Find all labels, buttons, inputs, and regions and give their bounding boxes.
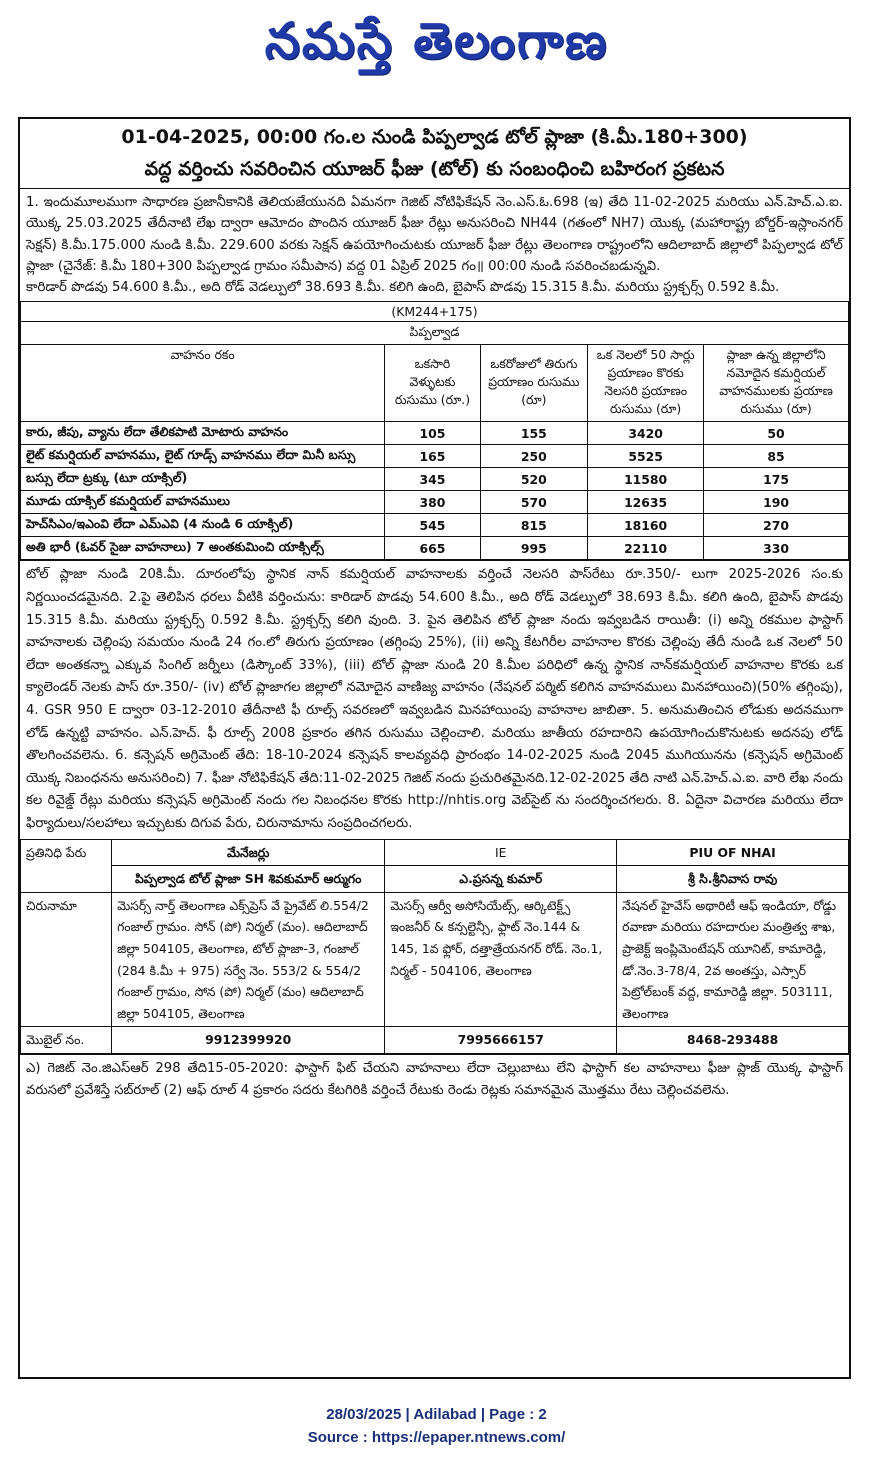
vehicle-type-cell: బస్సు లేదా ట్రక్కు (టూ యాక్సిల్) — [21, 468, 385, 491]
ie-address: మెసర్స్ ఆర్వీ అసోసియేట్స్, ఆర్కిటెక్ట్స్ ఇంజనీర్ & కన్సల్టెన్సీ, ఫ్లాట్ నెం.144 & 145, 1వ ఫ్లోర్, దత్తాత్రేయనగర్ రోడ్. నెం.1, నిర్మల్ - 504106, తెలంగాణ — [385, 892, 617, 1027]
single-fee-cell: 665 — [385, 537, 480, 560]
corridor-text: కారిడార్ పొడవు 54.600 కి.మీ., అది రోడ్ వెడల్పులో 38.693 కి.మీ. కలిగి ఉంది, బైపాస్ పొడవు 15.315 కి.మీ. మరియు స్ట్రక్చర్స్ 0.592 కి.మీ. — [26, 280, 780, 296]
return-fee-cell: 815 — [480, 514, 588, 537]
contacts-address-row — [21, 892, 849, 1027]
notice-title-line2: వద్ద వర్తించు సవరించిన యూజర్ ఫీజు (టోల్) కు సంబంధించి బహిరంగ ప్రకటన — [144, 158, 725, 180]
piu-title: PIU OF NHAI — [617, 839, 849, 866]
contacts-name-row — [21, 866, 849, 893]
table-row — [21, 468, 849, 491]
notice-title-line1: 01-04-2025, 00:00 గం.ల నుండి పిప్పల్వాడ టోల్ ప్లాజా (కి.మీ.180+300) — [121, 126, 748, 148]
manager-title: మేనేజర్లు — [112, 839, 385, 866]
single-fee-cell: 345 — [385, 468, 480, 491]
single-fee-cell: 545 — [385, 514, 480, 537]
table-row — [21, 491, 849, 514]
vehicle-type-cell: కారు, జీపు, వ్యాను లేదా తేలికపాటి మోటారు వాహనం — [21, 422, 385, 445]
return-fee-cell: 995 — [480, 537, 588, 560]
table-row — [21, 514, 849, 537]
vehicle-type-cell: హెచ్‌సిఎం/ఇఎంవి లేదా ఎమ్ఎవి (4 నుండి 6 యాక్సిల్) — [21, 514, 385, 537]
local-fee-cell: 175 — [704, 468, 849, 491]
piu-address: నేషనల్ హైవేస్ అథారిటీ ఆఫ్ ఇండియా, రోడ్డు రవాణా మరియు రహదారుల మంత్రిత్వ శాఖ, ప్రాజెక్ట్ ఇంప్లిమెంటేషన్ యూనిట్, కామారెడ్డి, డో.నెం.3-78/4, 2వ అంతస్తు, ఎస్సార్ పెట్రోల్‌బంక్ వద్ద, కామారెడ్డి జిల్లా. 503111, తెలంగాణ — [617, 892, 849, 1027]
monthly-fee-cell: 12635 — [588, 491, 704, 514]
monthly-fee-cell: 18160 — [588, 514, 704, 537]
header-local-commercial: ప్లాజా ఉన్న జిల్లాలోని నమోదైన కమర్షియల్ వాహనములకు ప్రయాణ రుసుము (రూ) — [704, 345, 849, 422]
piu-mobile: 8468-293488 — [617, 1027, 849, 1054]
vehicle-type-cell: అతి భారీ (ఓవర్ సైజు వాహనాలు) 7 అంతకుమించి యాక్సిల్స్ — [21, 537, 385, 560]
local-fee-cell: 270 — [704, 514, 849, 537]
masthead-title: నమస్తే తెలంగాణ — [264, 11, 609, 70]
table-km-row — [21, 302, 849, 322]
address-label: చిరునామా — [21, 892, 112, 1027]
manager-name: పిప్పల్వాడ టోల్ ప్లాజా SH శివకుమార్ ఆర్ముగం — [112, 866, 385, 893]
page-source-line[interactable]: Source : https://epaper.ntnews.com/ — [307, 1429, 566, 1446]
piu-name: శ్రీ సి.శ్రీనివాస రావు — [617, 866, 849, 893]
contacts-mobile-row — [21, 1027, 849, 1054]
manager-mobile: 9912399920 — [112, 1027, 385, 1054]
page-date-line: 28/03/2025 | Adilabad | Page : 2 — [326, 1406, 547, 1423]
contacts-table — [20, 839, 849, 1054]
header-single-journey: ఒకసారి వెళ్ళుటకు రుసుము (రూ.) — [385, 345, 480, 422]
return-fee-cell: 155 — [480, 422, 588, 445]
toll-rate-table — [20, 301, 849, 560]
manager-address: మెసర్స్ నార్త్ తెలంగాణ ఎక్స్‌ప్రెస్ వే ప్రైవేట్ లి.554/2 గంజాల్ గ్రామం. సోన్ (పో) నిర్మల్ (మం). ఆదిలాబాద్ జిల్లా 504105, తెలంగాణ, టోల్ ప్లాజా-3, గంజాల్ (284 కి.మీ + 975) సర్వే నెం. 553/2 & 554/2 గంజాల్ గ్రామం, సోన (పో) నిర్మల్ (మం) ఆదిలాబాద్ జిల్లా 504105, తెలంగాణ — [112, 892, 385, 1027]
single-fee-cell: 165 — [385, 445, 480, 468]
contacts-title-row — [21, 839, 849, 866]
plaza-name: పిప్పల్వాడ — [21, 322, 849, 345]
monthly-fee-cell: 3420 — [588, 422, 704, 445]
table-plaza-row — [21, 322, 849, 345]
local-fee-cell: 85 — [704, 445, 849, 468]
table-row — [21, 445, 849, 468]
return-fee-cell: 520 — [480, 468, 588, 491]
intro-text: 1. ఇందుమూలముగా సాధారణ ప్రజానీకానికి తెలియజేయునది ఏమనగా గెజిట్ నోటిఫికేషన్ నెం.ఎస్.ఓ.698 (ఇ) తేది 11-02-2025 మరియు ఎన్.హెచ్.ఎ.ఐ. యొక్క 25.03.2025 తేదీనాటి లేఖ ద్వారా ఆమోదం పొందిన యూజర్ ఫీజు రేట్లు అనుసరించి NH44 (గతంలో NH7) యొక్క (మహారాష్ట్ర బోర్డర్-ఇస్లాంనగర్ సెక్షన్) కి.మీ.175.000 నుండి కి.మీ. 229.600 వరకు సెక్షన్ ఉపయోగించుటకు యూజర్ ఫీజు రేట్లు తెలంగాణ రాష్ట్రంలోని ఆదిలాబాద్ జిల్లాలో పిప్పల్వాడ టోల్ ప్లాజా (చైనేజ్: కి.మీ 180+300 పిప్పల్వాడ గ్రామం సమీపాన) వద్ద 01 ఏప్రిల్ 2025 గం॥ 00:00 నుండి సవరించబడున్నవి. — [26, 195, 843, 274]
vehicle-type-cell: లైట్ కమర్షియల్ వాహనము, లైట్ గూడ్స్ వాహనము లేదా మినీ బస్సు — [21, 445, 385, 468]
table-row — [21, 422, 849, 445]
rep-label: ప్రతినిధి పేరు — [21, 839, 112, 892]
table-header-row — [21, 345, 849, 422]
single-fee-cell: 105 — [385, 422, 480, 445]
notice-title — [20, 119, 849, 189]
km-label: (KM244+175) — [21, 302, 849, 322]
ie-name: ఎ.ప్రసన్న కుమార్ — [385, 866, 617, 893]
local-fee-cell: 190 — [704, 491, 849, 514]
mobile-label: మొబైల్ నం. — [21, 1027, 112, 1054]
single-fee-cell: 380 — [385, 491, 480, 514]
intro-paragraph — [20, 189, 849, 301]
header-monthly-pass: ఒక నెలలో 50 సార్లు ప్రయాణం కొరకు నెలసరి ప్రయాణం రుసుము (రూ) — [588, 345, 704, 422]
monthly-fee-cell: 22110 — [588, 537, 704, 560]
vehicle-type-cell: మూడు యాక్సిల్ కమర్షియల్ వాహనములు — [21, 491, 385, 514]
ie-title: IE — [385, 839, 617, 866]
newspaper-masthead — [0, 6, 873, 76]
monthly-fee-cell: 11580 — [588, 468, 704, 491]
details-paragraph: టోల్ ప్లాజా నుండి 20కి.మీ. దూరంలోపు స్థానిక నాన్ కమర్షియల్ వాహనాలకు వర్తించే నెలసరి పాస్‌రేటు రూ.350/- లుగా 2025-2026 సం.కు నిర్ణయించడమైనది. 2.పై తెలిపిన ధరలు వీటికి వర్తించును: కారిడార్ పొడవు 54.600 కి.మీ., అది రోడ్ వెడల్పులో 38.693 కి.మీ. కలిగి ఉంది, బైపాస్ పొడవు 15.315 కి.మీ. మరియు స్ట్రక్చర్స్ 0.592 కి.మీ. స్ట్రక్చర్స్ కలిగి వుంది. 3. పైన తెలిపిన టోల్ ప్లాజా నందు ఇవ్వబడిన రాయితీ: (i) అన్ని రకముల ఫాస్టాగ్ వాహనాలకు చెల్లింపు సమయం నుండి 24 గం.లో తిరుగు ప్రయాణం (తగ్గింపు 25%), (ii) అన్ని కేటగిరీల వాహనాల కొరకు చెల్లింపు తేదీ నుండి ఒక నెలలో 50 లేదా అంతకన్నా ఎక్కువ సింగిల్ జర్నీలు (డిస్కౌంట్ 33%), (iii) టోల్ ప్లాజా నుండి 20 కి.మీల పరిధిలో ఉన్న స్థానిక నాన్‌కమర్షియల్ వాహనాల కొరకు ఒక క్యాలెండర్ నెలకు పాస్ రూ.350/- (iv) టోల్ ప్లాజాగల జిల్లాలో నమోదైన వాణిజ్య వాహనం (నేషనల్ పర్మిట్ కలిగిన వాహనములు మినహాయించి)(50% తగ్గింపు), 4. GSR 950 E ద్వారా 03-12-2010 తేదీనాటి ఫీ రూల్స్ సవరణలో ఇవ్వబడిన మినహాయింపు వాహనాల జాబితా. 5. అనుమతించిన లోడుకు అదనముగా లోడ్ ఉన్నట్టి వాహనం. ఎన్.హెచ్. ఫీ రూల్స్ 2008 ప్రకారం తగిన రుసుము చెల్లించాలి. మరియు జాతీయ రహదారిని ఉపయోగించుకొనుటకు అదనపు లోడ్ తొలగించవలెను. 6. కన్సెషన్ అగ్రిమెంట్ తేది: 18-10-2024 కన్సెషన్ కాలవ్యవధి ప్రారంభం 14-02-2025 నుండి 2045 ముగియునను (కన్సెషన్ అగ్రిమెంట్ యొక్క నిబంధనను అనుసరించి) 7. ఫీజు నోటిఫికేషన్ తేది:11-02-2025 గెజిట్ నందు ప్రచురితమైనది.12-02-2025 తేది నాటి ఎన్.హెచ్.ఎ.ఐ. వారి లేఖ నందు కల రివైజ్డ్ రేట్లు మరియు కన్సెషన్ అగ్రిమెంట్ నందు గల నిబంధనల కొరకు http://nhtis.org వెబ్‌సైట్ ను సందర్శించగలరు. 8. ఏదైనా విచారణ మరియు లేదా ఫిర్యాదులు/సలహాలు ఇచ్చుటకు దిగువ పేరు, చిరునామాను సంప్రదించగలరు. — [20, 560, 849, 838]
ie-mobile: 7995666157 — [385, 1027, 617, 1054]
local-fee-cell: 50 — [704, 422, 849, 445]
return-fee-cell: 570 — [480, 491, 588, 514]
return-fee-cell: 250 — [480, 445, 588, 468]
public-notice — [18, 117, 851, 1379]
header-vehicle-type: వాహనం రకం — [21, 345, 385, 422]
monthly-fee-cell: 5525 — [588, 445, 704, 468]
fastag-footnote: ఎ) గెజిట్ నెం.జిఎస్ఆర్ 298 తేది15-05-2020: ఫాస్టాగ్ ఫిట్ చేయని వాహనాలు లేదా చెల్లుబాటు లేని ఫాస్టాగ్ కల వాహనాలు ఫీజు ప్లాజ్ యొక్క ఫాస్టాగ్ వరుసలో ప్రవేశిస్తే సబ్‌రూల్ (2) ఆఫ్ రూల్ 4 ప్రకారం సదరు కేటగిరికి వర్తించే రేటుకు రెండు రెట్లకు సమానమైన మొత్తము రేటు చెల్లించవలెను. — [20, 1054, 849, 1105]
table-row — [21, 537, 849, 560]
local-fee-cell: 330 — [704, 537, 849, 560]
header-return-journey: ఒకరోజులో తిరుగు ప్రయాణం రుసుము (రూ) — [480, 345, 588, 422]
